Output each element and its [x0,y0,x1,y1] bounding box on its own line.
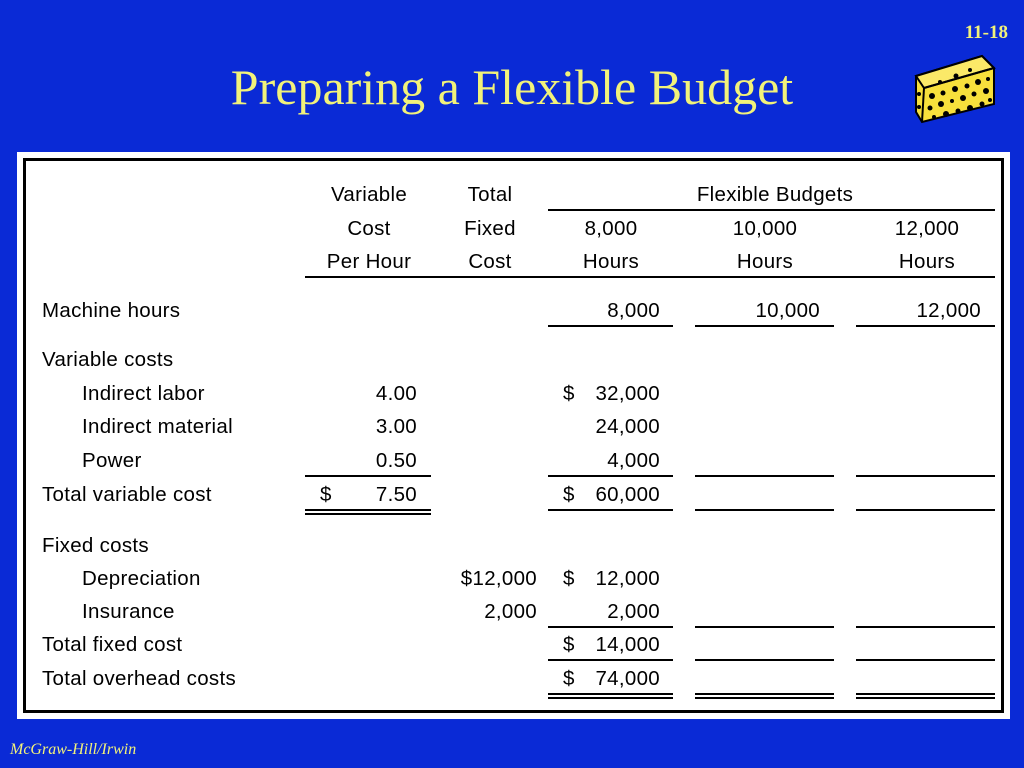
indirect-material-per-hour: 3.00 [375,415,417,438]
total-variable-per-hour: 7.50 [375,483,417,506]
indirect-labor-label: Indirect labor [82,382,205,405]
total-fixed-amount: 14,000 [595,633,660,656]
depreciation-fixed: $12,000 [460,567,537,590]
level2-amount-header: 10,000 [732,217,798,240]
flexible-budget-table [17,152,1010,719]
level3-unit-header: Hours [898,250,956,273]
depreciation-label: Depreciation [82,567,201,590]
total-overhead-dollar: $ [563,667,575,690]
level1-unit-header: Hours [582,250,640,273]
machine-hours-label: Machine hours [42,299,181,322]
variable-cost-header-line2: Cost [347,217,391,240]
fixed-cost-header-line1: Total [467,183,513,206]
variable-costs-heading: Variable costs [42,348,174,371]
cheese-icon [912,52,998,124]
indirect-labor-dollar: $ [563,382,575,405]
fixed-cost-header-line3: Cost [468,250,512,273]
level1-amount-header: 8,000 [584,217,638,240]
total-fixed-dollar: $ [563,633,575,656]
total-variable-per-hour-dollar: $ [320,483,332,506]
power-label: Power [82,449,142,472]
total-variable-amount-dollar: $ [563,483,575,506]
machine-hours-level2: 10,000 [755,299,820,322]
slide-number: 11-18 [964,22,1008,43]
indirect-material-amount: 24,000 [595,415,660,438]
total-overhead-amount: 74,000 [595,667,660,690]
publisher-footer: McGraw-Hill/Irwin [10,741,137,758]
indirect-labor-per-hour: 4.00 [375,382,417,405]
fixed-cost-header-line2: Fixed [464,217,516,240]
power-amount: 4,000 [607,449,660,472]
machine-hours-level1: 8,000 [607,299,660,322]
depreciation-dollar: $ [563,567,575,590]
flexible-budgets-header: Flexible Budgets [696,183,854,206]
machine-hours-level3: 12,000 [916,299,981,322]
slide-title: Preparing a Flexible Budget [230,59,794,115]
level3-amount-header: 12,000 [894,217,960,240]
variable-cost-header-line3: Per Hour [326,250,412,273]
depreciation-amount: 12,000 [595,567,660,590]
total-fixed-cost-label: Total fixed cost [42,633,183,656]
total-variable-amount: 60,000 [595,483,660,506]
total-overhead-label: Total overhead costs [42,667,237,690]
insurance-label: Insurance [82,600,175,623]
indirect-labor-amount: 32,000 [595,382,660,405]
total-variable-cost-label: Total variable cost [42,483,212,506]
variable-cost-header-line1: Variable [330,183,408,206]
fixed-costs-heading: Fixed costs [42,534,149,557]
insurance-fixed: 2,000 [484,600,537,623]
indirect-material-label: Indirect material [82,415,233,438]
power-per-hour: 0.50 [375,449,417,472]
insurance-amount: 2,000 [607,600,660,623]
level2-unit-header: Hours [736,250,794,273]
